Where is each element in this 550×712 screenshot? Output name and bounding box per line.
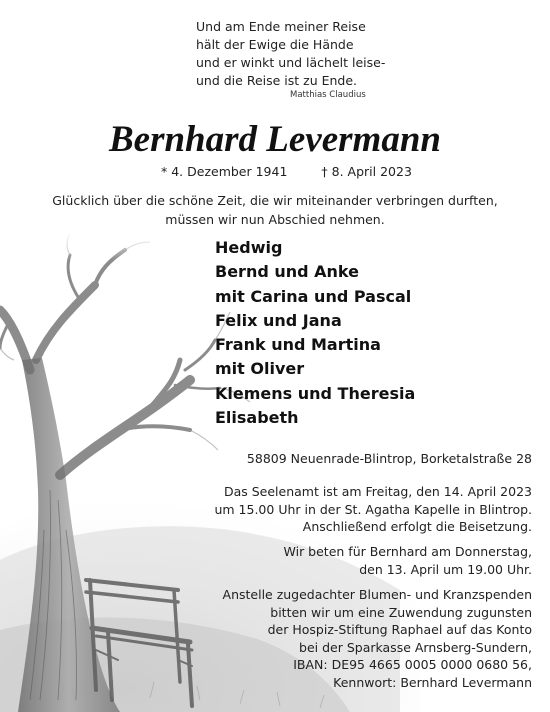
funeral-line: um 15.00 Uhr in der St. Agatha Kapelle in Blintrop. bbox=[214, 501, 532, 517]
donation-line: Kennwort: Bernhard Levermann bbox=[333, 674, 532, 690]
farewell-text bbox=[0, 191, 550, 229]
birth-date: * 4. Dezember 1941 bbox=[161, 164, 288, 179]
address-line: 58809 Neuenrade-Blintrop, Borketalstraße 28 bbox=[246, 451, 532, 466]
mourners-list bbox=[215, 236, 415, 430]
prayer-info bbox=[284, 543, 532, 578]
donation-line: der Hospiz-Stiftung Raphael auf das Konto bbox=[267, 622, 532, 637]
mourner-entry: Bernd und Anke bbox=[215, 262, 359, 282]
farewell-line: müssen wir nun Abschied nehmen. bbox=[165, 212, 385, 227]
funeral-line: Anschließend erfolgt die Beisetzung. bbox=[302, 519, 532, 534]
deceased-name: Bernhard Levermann bbox=[108, 119, 441, 160]
donation-line: bitten wir um eine Zuwendung zugunsten bbox=[270, 604, 532, 620]
poem-line: Und am Ende meiner Reise bbox=[196, 19, 366, 34]
mourner-entry: Felix und Jana bbox=[215, 310, 342, 330]
death-date: † 8. April 2023 bbox=[321, 164, 412, 179]
family-address bbox=[247, 450, 532, 468]
prayer-line: den 13. April um 19.00 Uhr. bbox=[359, 561, 532, 577]
poem bbox=[196, 18, 476, 90]
poem-line: und die Reise ist zu Ende. bbox=[196, 73, 358, 88]
mourner-entry: Hedwig bbox=[215, 238, 283, 257]
prayer-line: Wir beten für Bernhard am Donnerstag, bbox=[283, 544, 532, 559]
mourner-entry: mit Carina und Pascal bbox=[215, 286, 412, 306]
mourner-entry: mit Oliver bbox=[215, 359, 305, 379]
poem-line: hält der Ewige die Hände bbox=[196, 37, 354, 52]
poem-author: Matthias Claudius bbox=[290, 90, 366, 100]
mourner-entry: Klemens und Theresia bbox=[215, 383, 416, 403]
donation-line: bei der Sparkasse Arnsberg-Sundern, bbox=[299, 639, 532, 655]
mourner-entry: Frank und Martina bbox=[215, 335, 381, 355]
funeral-info bbox=[214, 483, 532, 536]
donation-line: Anstelle zugedachter Blumen- und Kranzspenden bbox=[222, 587, 532, 602]
funeral-line: Das Seelenamt ist am Freitag, den 14. April 2023 bbox=[223, 484, 532, 499]
donation-line: IBAN: DE95 4665 0005 0000 0680 56, bbox=[293, 657, 532, 672]
donation-info bbox=[223, 586, 532, 691]
mourner-entry: Elisabeth bbox=[215, 408, 299, 428]
poem-line: und er winkt und lächelt leise- bbox=[196, 55, 386, 70]
life-dates bbox=[161, 164, 412, 179]
farewell-line: Glücklich über die schöne Zeit, die wir miteinander verbringen durften, bbox=[52, 193, 498, 208]
